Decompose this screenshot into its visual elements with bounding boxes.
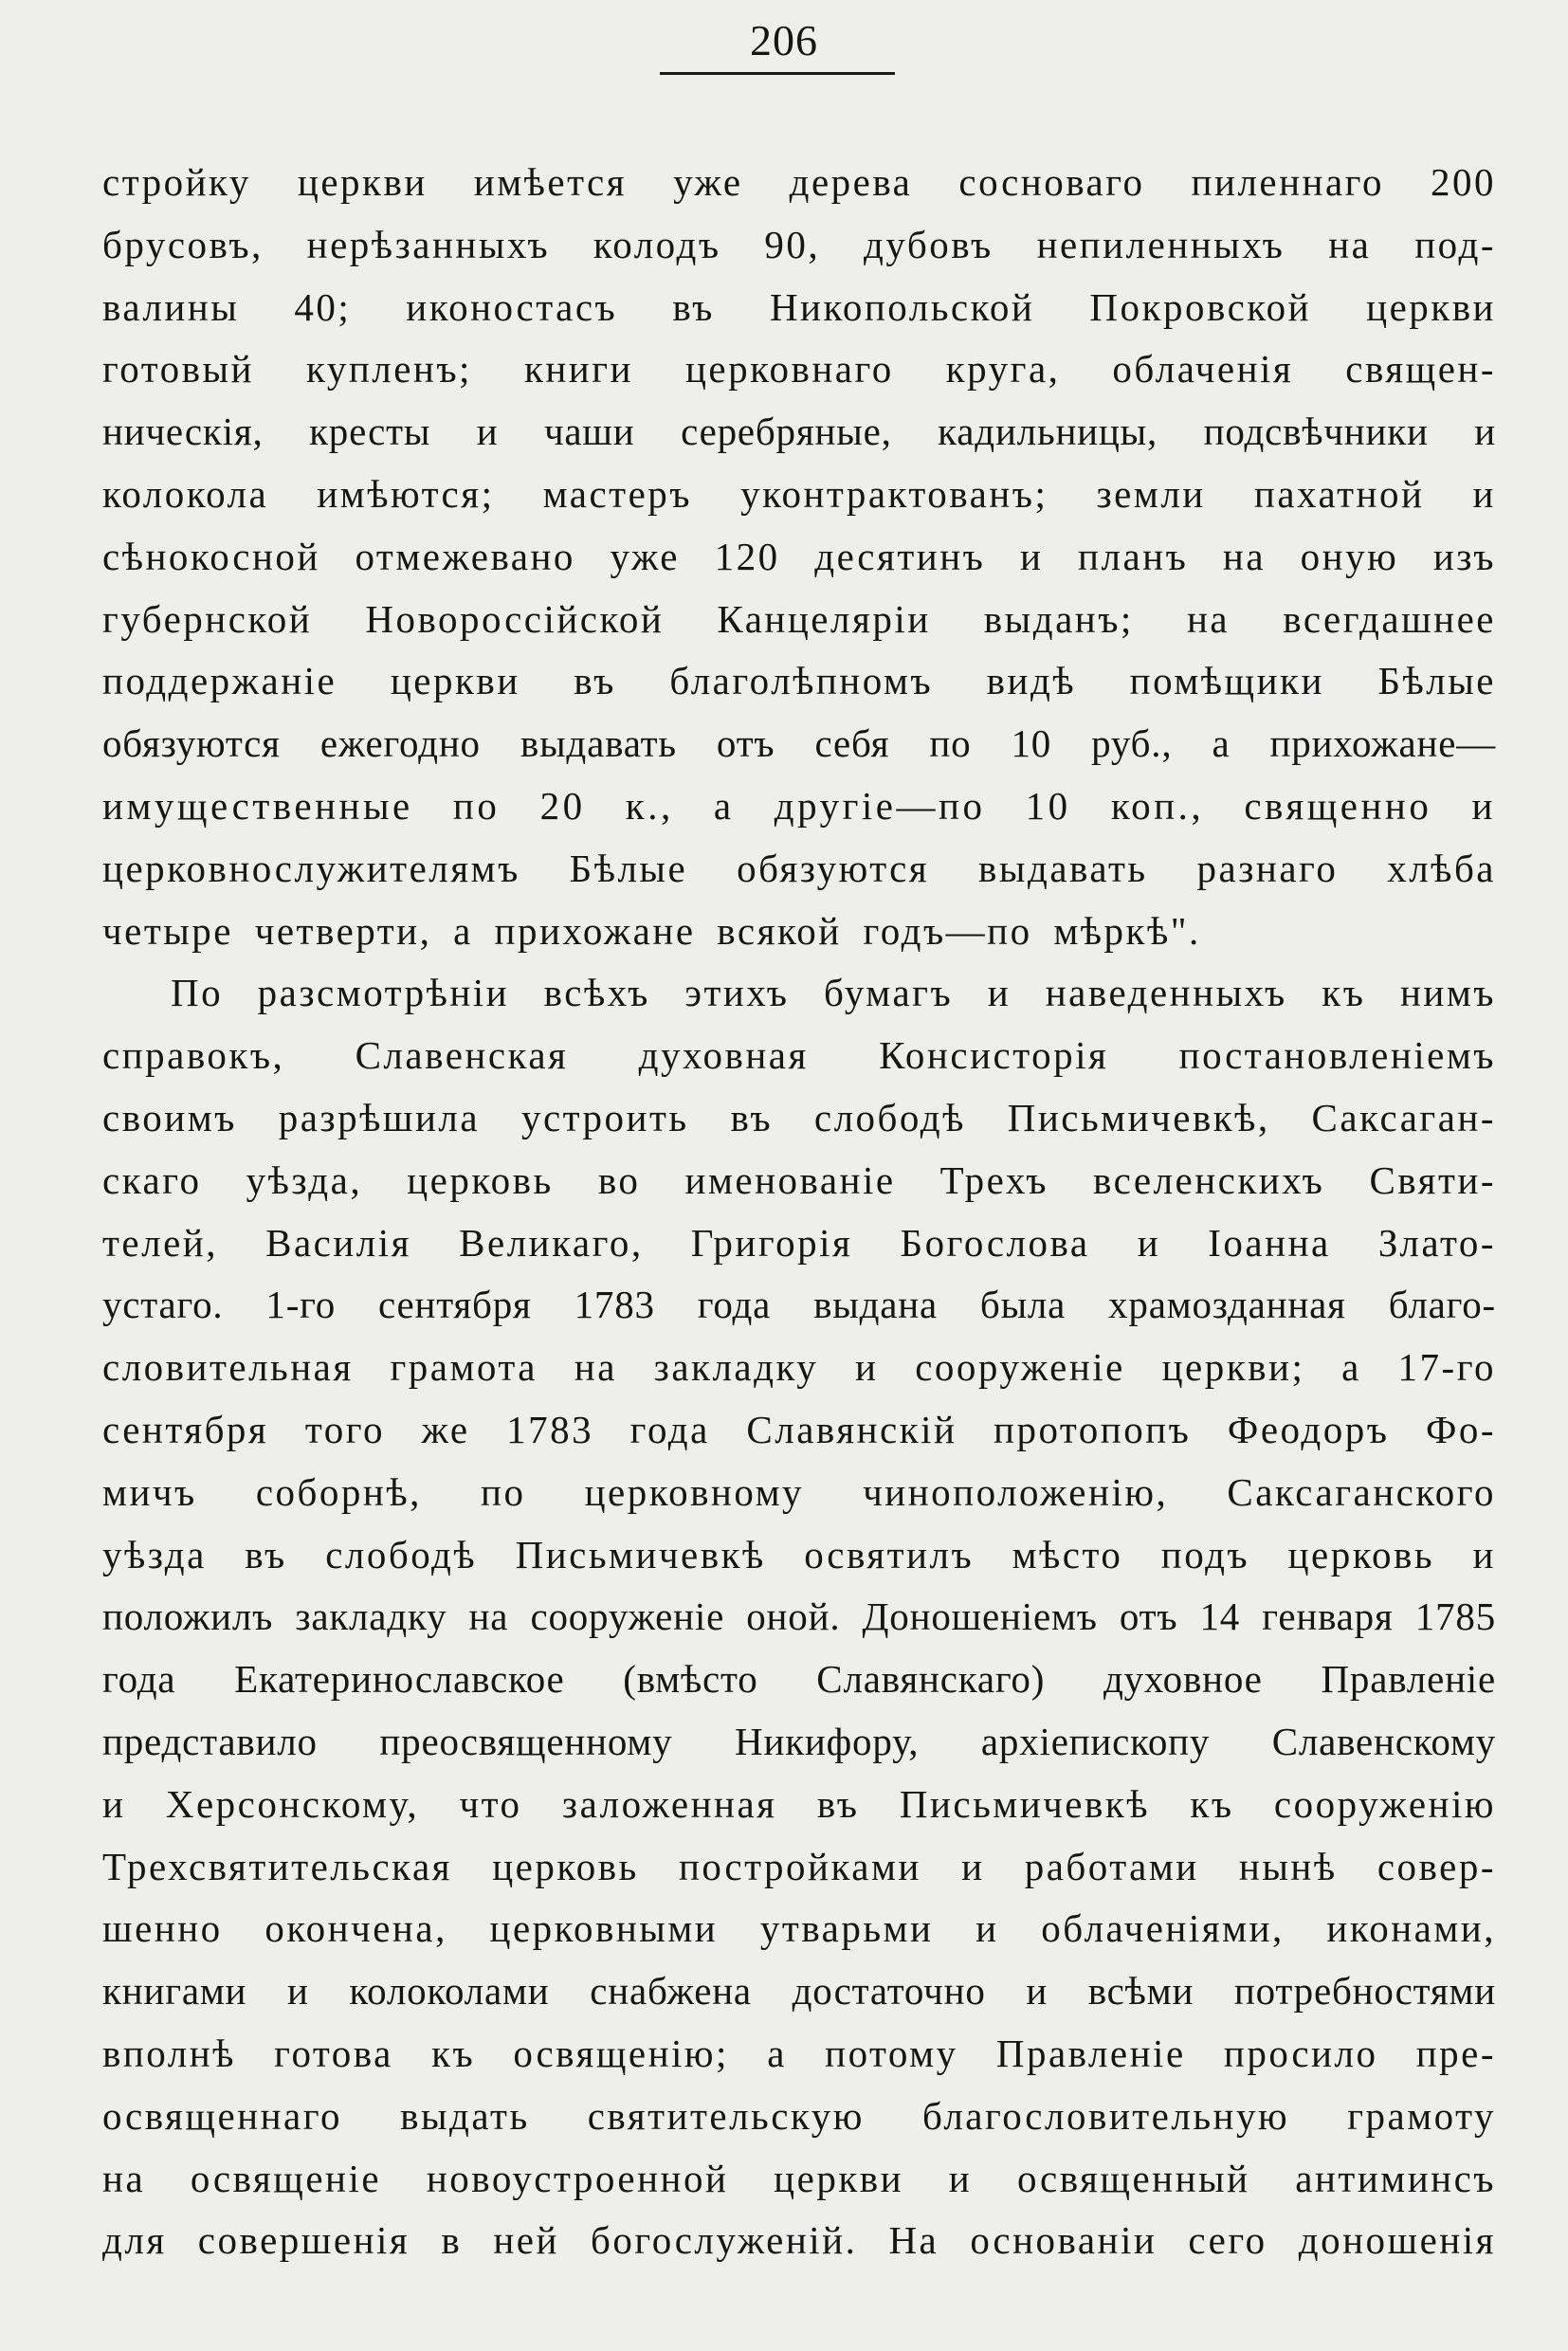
text-line: года Екатеринославское (вмѣсто Славянскаго) духовное Правленіе	[102, 1657, 1496, 1702]
body-text	[102, 152, 1496, 2272]
text-line: валины 40; иконостасъ въ Никопольской Покровской церкви	[102, 284, 1496, 329]
text-line: своимъ разрѣшила устроить въ слободѣ Письмичевкѣ, Саксаган-	[102, 1095, 1496, 1139]
text-line: имущественные по 20 к., а другіе—по 10 коп., священно и	[102, 783, 1496, 828]
text-line: готовый купленъ; книги церковнаго круга, облаченія священ-	[102, 347, 1496, 392]
text-line: поддержаніе церкви въ благолѣпномъ видѣ помѣщики Бѣлые	[102, 659, 1496, 703]
text-line: книгами и колоколами снабжена достаточно и всѣми потребностями	[102, 1969, 1496, 2014]
text-line: освященнаго выдать святительскую благословительную грамоту	[102, 2093, 1496, 2138]
text-line: словительная грамота на закладку и сооруженіе церкви; а 17-го	[102, 1345, 1496, 1390]
text-line: на освященіе новоустроенной церкви и освященный антиминсъ	[102, 2156, 1496, 2200]
text-line: сѣнокосной отмежевано уже 120 десятинъ и планъ на оную изъ	[102, 534, 1496, 578]
page-number-rule	[660, 72, 895, 75]
text-line: уѣзда въ слободѣ Письмичевкѣ освятилъ мѣсто подъ церковь и	[102, 1532, 1496, 1576]
text-line: устаго. 1-го сентября 1783 года выдана была храмозданная благо-	[102, 1283, 1496, 1327]
text-line: шенно окончена, церковными утварьми и облаченіями, иконами,	[102, 1906, 1496, 1951]
text-line: По разсмотрѣніи всѣхъ этихъ бумагъ и наведенныхъ къ нимъ	[171, 971, 1496, 1015]
text-line: сентября того же 1783 года Славянскій протопопъ Феодоръ Фо-	[102, 1407, 1496, 1451]
text-line: обязуются ежегодно выдавать отъ себя по 10 руб., а прихожане—	[102, 721, 1496, 766]
text-line: положилъ закладку на сооруженіе оной. Доношеніемъ отъ 14 генваря 1785	[102, 1595, 1496, 1639]
text-line: четыре четверти, а прихожане всякой годъ—по мѣркѣ".	[102, 908, 1201, 953]
text-line: телей, Василія Великаго, Григорія Богослова и Іоанна Злато-	[102, 1220, 1496, 1265]
text-line: представило преосвященному Никифору, архіепископу Славенскому	[102, 1719, 1496, 1763]
text-line: колокола имѣются; мастеръ уконтрактованъ; земли пахатной и	[102, 471, 1496, 516]
text-line: справокъ, Славенская духовная Консисторія постановленіемъ	[102, 1033, 1496, 1078]
text-line: для совершенія в ней богослуженій. На основаніи сего доношенія	[102, 2218, 1496, 2263]
text-line: вполнѣ готова къ освященію; а потому Правленіе просило пре-	[102, 2031, 1496, 2075]
page-number: 206	[750, 16, 818, 64]
text-line: и Херсонскому, что заложенная въ Письмичевкѣ къ сооруженію	[102, 1781, 1496, 1826]
text-line: церковнослужителямъ Бѣлые обязуются выдавать разнаго хлѣба	[102, 846, 1496, 890]
text-line: мичъ соборнѣ, по церковному чиноположенію, Саксаганского	[102, 1469, 1496, 1514]
text-line: ническія, кресты и чаши серебряные, кадильницы, подсвѣчники и	[102, 410, 1496, 454]
text-line: скаго уѣзда, церковь во именованіе Трехъ вселенскихъ Святи-	[102, 1157, 1496, 1202]
text-line: губернской Новороссійской Канцеляріи выданъ; на всегдашнее	[102, 596, 1496, 641]
text-line: брусовъ, нерѣзанныхъ колодъ 90, дубовъ непиленныхъ на под-	[102, 222, 1496, 266]
text-line: Трехсвятительская церковь постройками и работами нынѣ совер-	[102, 1844, 1496, 1888]
text-line: стройку церкви имѣется уже дерева сосноваго пиленнаго 200	[102, 160, 1496, 204]
